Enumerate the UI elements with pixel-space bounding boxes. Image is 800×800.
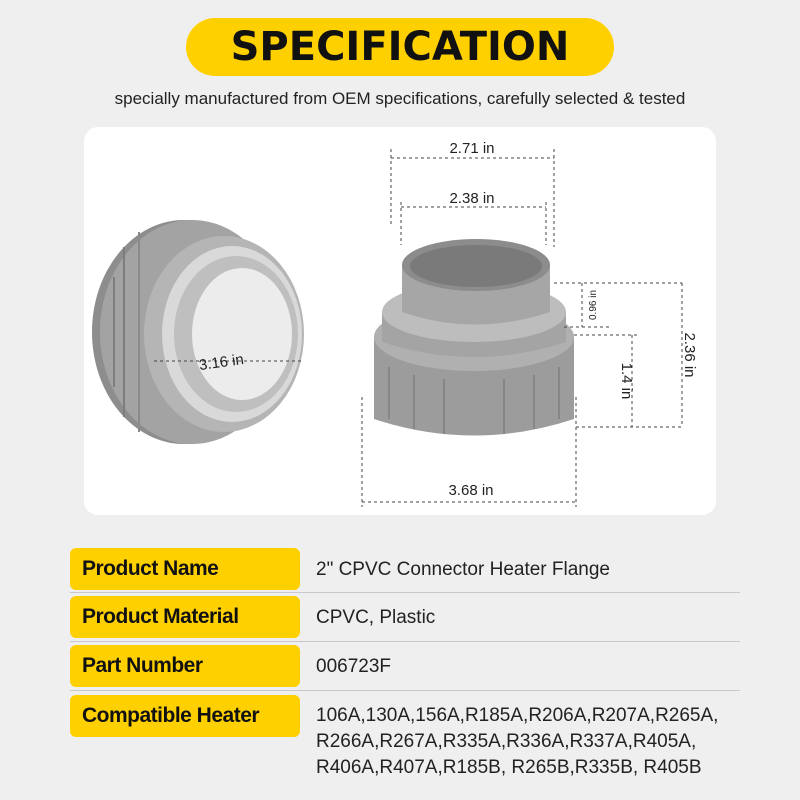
spec-label: Compatible Heater [70, 695, 300, 737]
spec-label: Product Material [70, 596, 300, 638]
flange-part-image [374, 239, 574, 436]
dim-base-width: 3.68 in [448, 482, 494, 499]
dim-nut-inner: 3.16 in [197, 350, 245, 375]
page-subtitle: specially manufactured from OEM specifications, carefully selected & tested [114, 89, 686, 108]
spec-row-product-material [70, 593, 740, 642]
spec-value: 106A,130A,156A,R185A,R206A,R207A,R265A, R266A,R267A,R335A,R336A,R337A,R405A, R406A,R407A,R185B, R265B,R335B, R405B [316, 705, 719, 778]
product-diagram [84, 127, 716, 515]
dim-top-inner: 2.38 in [449, 190, 495, 207]
spec-table [70, 547, 740, 791]
spec-value: 006723F [316, 656, 392, 677]
spec-row-part-number [70, 642, 740, 691]
dim-total-height: 2.36 in [681, 332, 698, 378]
spec-row-product-name [70, 547, 740, 593]
spec-value: CPVC, Plastic [316, 607, 436, 628]
product-image-panel [84, 127, 716, 515]
nut-part-image [92, 220, 304, 444]
title-banner [186, 18, 614, 76]
dim-pipe-height: 0.96 in [588, 289, 599, 321]
dim-nut-height: 1.4 in [618, 362, 635, 400]
dim-top-outer: 2.71 in [449, 140, 495, 157]
spec-row-compatible-heater [70, 691, 740, 791]
page-title: SPECIFICATION [230, 24, 570, 70]
spec-label: Product Name [70, 548, 300, 590]
spec-value: 2" CPVC Connector Heater Flange [316, 559, 610, 580]
spec-label: Part Number [70, 645, 300, 687]
